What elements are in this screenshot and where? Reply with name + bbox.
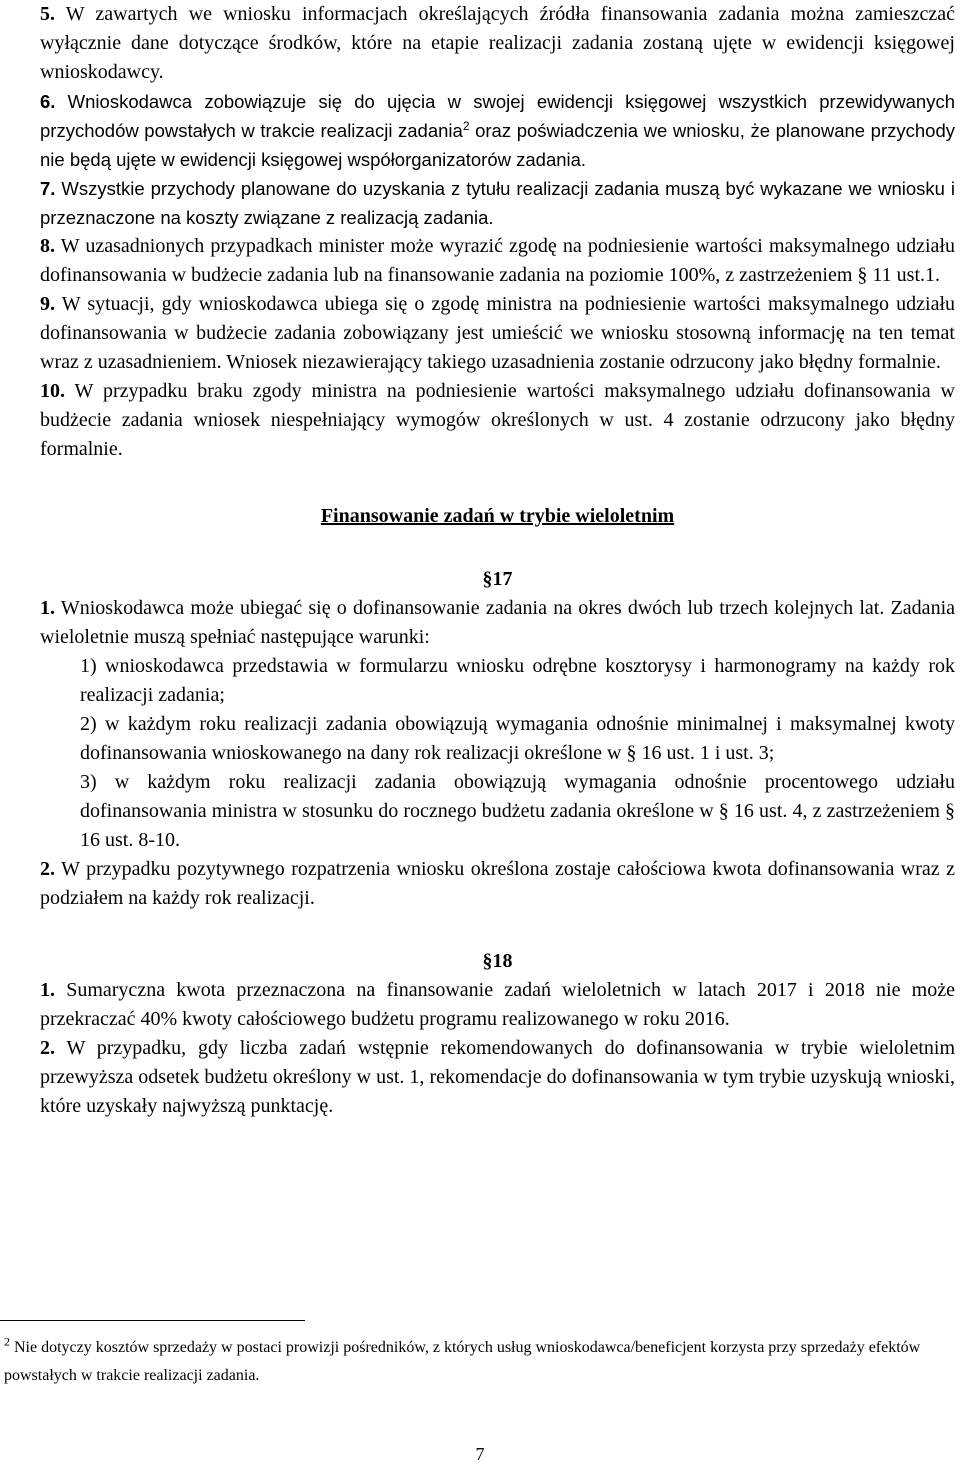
paragraph-number: 8. [40,235,55,257]
paragraph-number: 1. [40,597,55,619]
paragraph-text: Wnioskodawca może ubiegać się o dofinansowanie zadania na okres dwóch lub trzech kolejnych lat. Zadania wieloletnie muszą spełniać następujące warunki: [40,597,955,648]
paragraph-7 [40,174,955,232]
footnote-reference[interactable]: 2 [462,118,470,133]
section-18-title: §18 [482,950,513,972]
section-18-paragraph-1 [40,976,955,1034]
paragraph-number: 7. [40,178,56,199]
paragraph-number: 5. [40,3,55,25]
footnote-mark: 2 [4,1334,10,1349]
list-item-3: 3) w każdym roku realizacji zadania obowiązują wymagania odnośnie procentowego udziału dofinansowania ministra w stosunku do rocznego budżetu zadania określone w § 16 ust. 4, z zastrzeżeniem § 16 ust. 8-10. [80,771,955,851]
paragraph-text: W uzasadnionych przypadkach minister może wyrazić zgodę na podniesienie wartości maksymalnego udziału dofinansowania w budżecie zadania lub na finansowanie zadania na poziomie 100%, z zastrzeżeniem § 11 ust.1. [40,235,955,286]
paragraph-text-continued: oraz poświadczenia we wniosku, że planowane przychody nie będą ujęte w ewidencji księgowej współorganizatorów zadania. [40,120,955,170]
list-item-2: 2) w każdym roku realizacji zadania obowiązują wymagania odnośnie minimalnej i maksymalnej kwoty dofinansowania wnioskowanego na dany rok realizacji określone w § 16 ust. 1 i ust. 3; [80,713,955,764]
paragraph-number: 6. [40,91,56,112]
paragraph-text: Wszystkie przychody planowane do uzyskania z tytułu realizacji zadania muszą być wykazane we wniosku i przeznaczone na koszty związane z realizacją zadania. [40,178,955,228]
section-17-paragraph-2 [40,855,955,913]
paragraph-text: Wnioskodawca zobowiązuje się do ujęcia w swojej ewidencji księgowej wszystkich przewidywanych przychodów powstałych w trakcie realizacji zadania [40,91,955,141]
paragraph-text: Sumaryczna kwota przeznaczona na finansowanie zadań wieloletnich w latach 2017 i 2018 nie może przekraczać 40% kwoty całościowego budżetu programu realizowanego w roku 2016. [40,979,955,1030]
paragraph-text: W zawartych we wniosku informacjach określających źródła finansowania zadania można zamieszczać wyłącznie dane dotyczące środków, które na etapie realizacji zadania zostaną ujęte w ewidencji księgowej wnioskodawcy. [40,3,956,83]
paragraph-6 [40,87,955,174]
paragraph-8 [40,232,955,290]
section-18-paragraph-2 [40,1034,955,1121]
section-17-paragraph-1 [40,594,955,652]
paragraph-text: W przypadku pozytywnego rozpatrzenia wniosku określona zostaje całościowa kwota dofinansowania wraz z podziałem na każdy rok realizacji. [40,858,956,909]
footnote-text: Nie dotyczy kosztów sprzedaży w postaci prowizji pośredników, z których usług wnioskodawca/beneficjent korzysta przy sprzedaży efektów powstałych w trakcie realizacji zadania. [4,1339,921,1384]
paragraph-5 [40,0,955,87]
section-heading: Finansowanie zadań w trybie wieloletnim [320,505,675,527]
list-item-1: 1) wnioskodawca przedstawia w formularzu wniosku odrębne kosztorysy i harmonogramy na każdy rok realizacji zadania; [80,655,955,706]
page-number: 7 [475,1444,485,1464]
paragraph-number: 2. [40,858,55,880]
paragraph-text: W sytuacji, gdy wnioskodawca ubiega się o zgodę ministra na podniesienie wartości maksymalnego udziału dofinansowania w budżecie zadania zobowiązany jest umieścić we wniosku stosowną informację na ten temat wraz z uzasadnieniem. Wniosek niezawierający takiego uzasadnienia zostanie odrzucony jako błędny formalnie. [40,293,955,373]
paragraph-number: 9. [40,293,55,315]
footnote-separator [0,1320,305,1321]
paragraph-number: 2. [40,1037,55,1059]
paragraph-10 [40,377,955,464]
paragraph-text: W przypadku braku zgody ministra na podniesienie wartości maksymalnego udziału dofinansowania w budżecie zadania wniosek niespełniający wymogów określonych w ust. 4 zostanie odrzucony jako błędny formalnie. [40,380,956,460]
paragraph-number: 1. [40,979,55,1001]
footnote [0,1334,955,1390]
paragraph-number: 10. [40,380,65,402]
document-page [40,0,955,1121]
paragraph-9 [40,290,955,377]
section-17-title: §17 [482,568,513,590]
paragraph-text: W przypadku, gdy liczba zadań wstępnie rekomendowanych do dofinansowania w trybie wieloletnim przewyższa odsetek budżetu określony w ust. 1, rekomendacje do dofinansowania w tym trybie uzyskują wnioski, które uzyskały najwyższą punktację. [40,1037,956,1117]
